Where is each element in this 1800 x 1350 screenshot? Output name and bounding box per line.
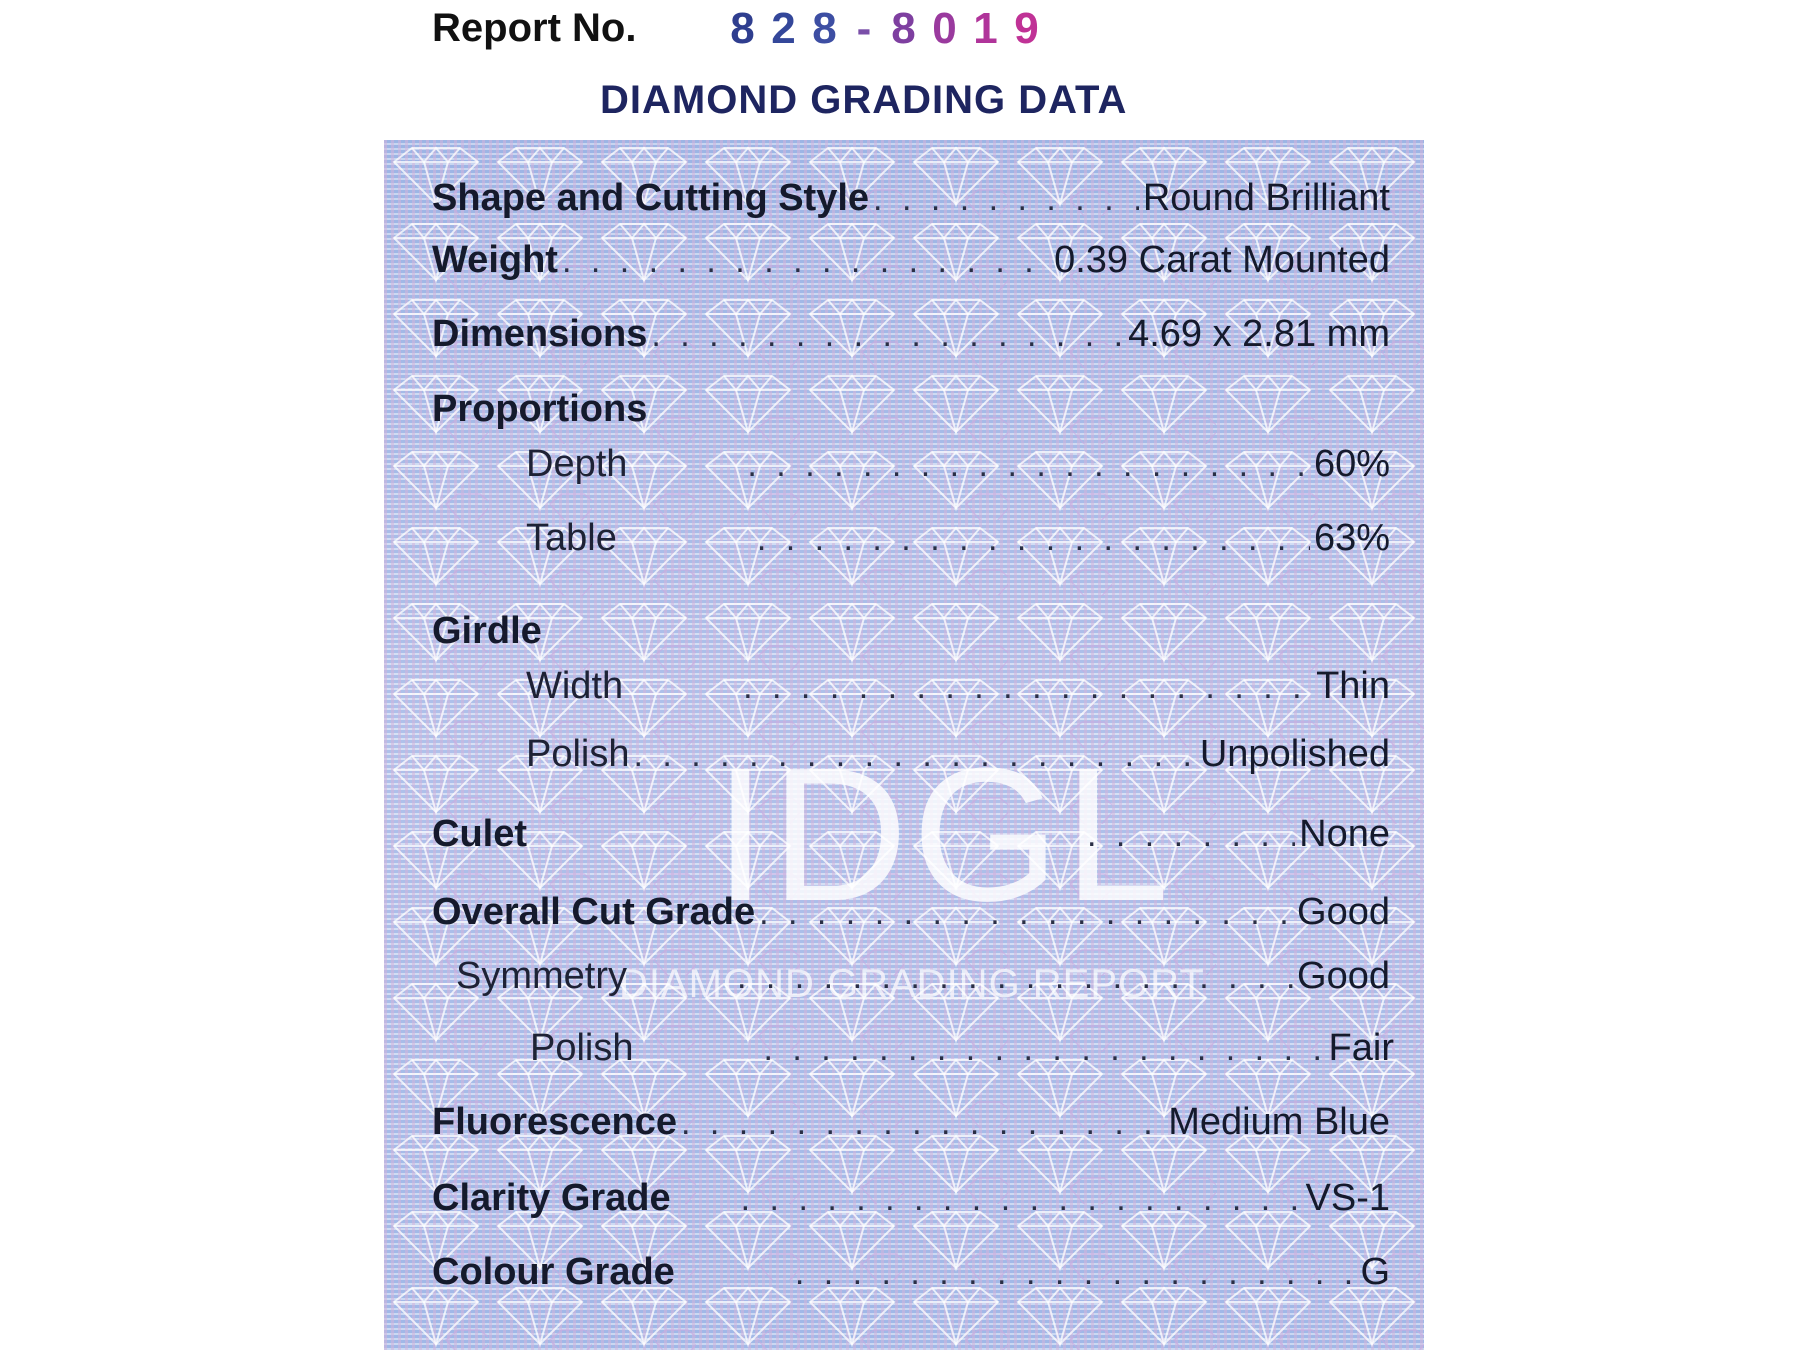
dot-leader <box>741 1182 1302 1216</box>
row-clarity-grade <box>432 1164 1390 1220</box>
dot-leader <box>757 522 1310 556</box>
row-label: Symmetry <box>456 955 627 998</box>
dot-leader <box>1087 818 1295 852</box>
girdle-heading: Girdle <box>432 610 542 652</box>
row-fluorescence <box>432 1088 1390 1144</box>
row-label: Colour Grade <box>432 1251 675 1294</box>
row-label: Fluorescence <box>432 1101 677 1144</box>
row-value: G <box>1360 1251 1390 1294</box>
row-label: Shape and Cutting Style <box>432 177 870 220</box>
row-girdle-polish <box>526 720 1390 776</box>
report-digit: 0 <box>932 4 957 53</box>
proportions-heading: Proportions <box>432 388 648 430</box>
row-overall-cut-grade <box>432 878 1390 934</box>
row-label: Table <box>526 517 617 560</box>
row-value: VS-1 <box>1305 1177 1390 1220</box>
row-label: Overall Cut Grade <box>432 891 756 934</box>
dot-leader <box>737 960 1293 994</box>
idgl-watermark-logo: IDGL <box>714 729 1174 941</box>
row-weight <box>432 226 1390 282</box>
row-label: Polish <box>526 733 630 776</box>
report-digit: 2 <box>771 4 796 53</box>
row-label: Clarity Grade <box>432 1177 671 1220</box>
row-value: 0.39 Carat Mounted <box>1054 239 1390 282</box>
row-girdle-width <box>526 652 1390 708</box>
dot-leader <box>562 244 1050 278</box>
dot-leader <box>759 896 1293 930</box>
dot-leader <box>795 1256 1357 1290</box>
dot-leader <box>873 182 1139 216</box>
report-digit: 8 <box>730 4 755 53</box>
row-value: Round Brilliant <box>1142 177 1390 220</box>
report-digit: 8 <box>812 4 837 53</box>
row-symmetry <box>456 942 1390 998</box>
row-label: Depth <box>526 443 628 486</box>
row-label: Weight <box>432 239 558 282</box>
dot-leader <box>764 1032 1325 1066</box>
row-dimensions <box>432 300 1390 356</box>
row-value: Fair <box>1328 1027 1394 1070</box>
dot-leader <box>651 318 1124 352</box>
row-value: 60% <box>1313 443 1390 486</box>
dot-leader <box>743 670 1312 704</box>
row-value: Good <box>1297 955 1390 998</box>
row-value: 63% <box>1313 517 1390 560</box>
grading-data-panel <box>384 140 1424 1350</box>
row-value: Thin <box>1316 665 1390 708</box>
report-number-label: Report No. <box>432 6 637 50</box>
row-value: None <box>1299 813 1390 856</box>
dot-leader <box>747 448 1310 482</box>
dot-leader <box>681 1106 1164 1140</box>
row-label: Width <box>526 665 624 708</box>
dot-leader <box>634 738 1196 772</box>
row-culet <box>432 800 1390 856</box>
row-value: Good <box>1297 891 1390 934</box>
report-digit: 9 <box>1014 4 1039 53</box>
row-label: Dimensions <box>432 313 648 356</box>
row-label: Culet <box>432 813 527 856</box>
row-polish <box>530 1014 1394 1070</box>
row-colour-grade <box>432 1238 1390 1294</box>
section-title: DIAMOND GRADING DATA <box>600 78 1128 122</box>
watermark-subtitle: DIAMOND GRADING REPORT <box>619 962 1205 1006</box>
report-digit: - <box>856 4 872 53</box>
report-digit: 8 <box>891 4 916 53</box>
row-shape-and-cutting-style <box>432 164 1390 220</box>
report-number <box>722 4 1047 54</box>
row-depth <box>526 430 1390 486</box>
row-table <box>526 504 1390 560</box>
row-value: 4.69 x 2.81 mm <box>1128 313 1390 356</box>
row-value: Medium Blue <box>1168 1101 1390 1144</box>
row-value: Unpolished <box>1199 733 1390 776</box>
report-digit: 1 <box>973 4 998 53</box>
row-label: Polish <box>530 1027 634 1070</box>
